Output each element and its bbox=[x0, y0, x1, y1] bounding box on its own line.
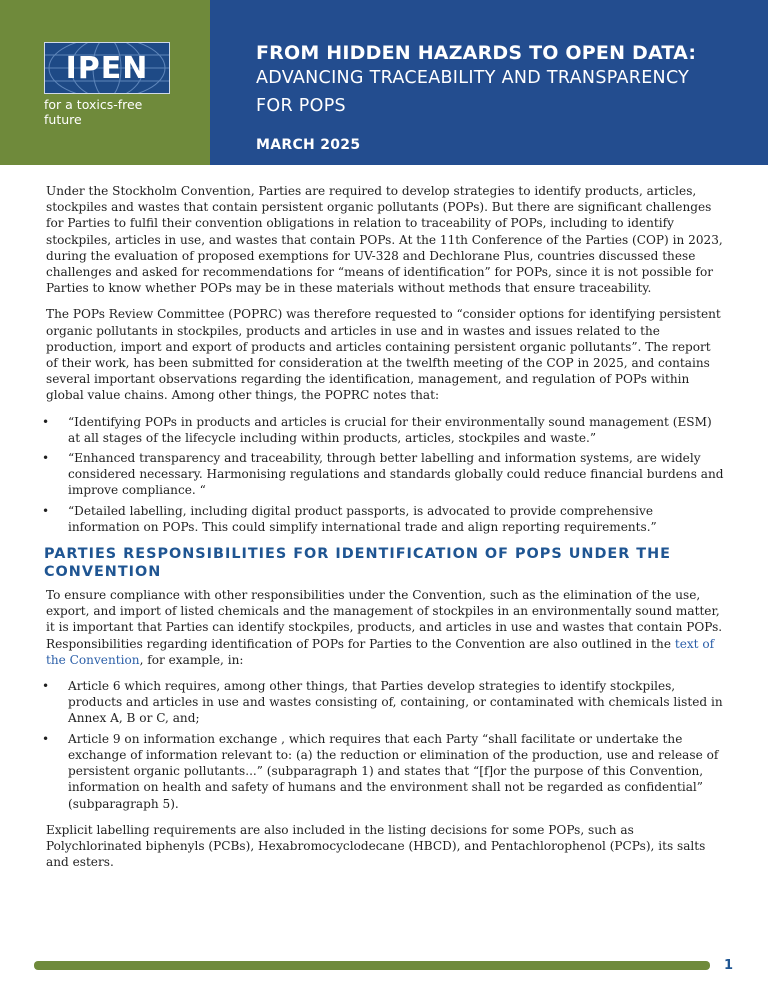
bullet-icon: • bbox=[42, 451, 50, 466]
tagline: for a toxics-free future bbox=[44, 97, 143, 127]
list-item-text: “Identifying POPs in products and articles is crucial for their environmentally sound management (ESM) at all stages of the lifecycle including within products, articles, stockpiles and waste.” bbox=[68, 414, 712, 445]
list-item bbox=[42, 678, 726, 727]
ipen-logo bbox=[44, 42, 170, 94]
list-item-text: “Detailed labelling, including digital product passports, is advocated to provide comprehensive information on POPs. This could simplify international trade and align reporting requirements.” bbox=[68, 503, 657, 534]
poprc-notes-list bbox=[42, 414, 726, 535]
logo-panel bbox=[0, 0, 210, 165]
page-number: 1 bbox=[724, 958, 734, 973]
bullet-icon: • bbox=[42, 731, 50, 746]
paragraph-text-end: , for example, in: bbox=[139, 652, 244, 667]
list-item bbox=[42, 731, 726, 812]
bullet-icon: • bbox=[42, 503, 50, 518]
header bbox=[0, 0, 768, 165]
list-item-text: Article 6 which requires, among other things, that Parties develop strategies to identify stockpiles, products and articles in use and wastes consisting of, containing, or contaminated with chemicals listed in Annex A, B or C, and; bbox=[68, 679, 723, 726]
list-item bbox=[42, 503, 726, 535]
bullet-icon: • bbox=[42, 679, 50, 694]
section-heading: PARTIES RESPONSIBILITIES FOR IDENTIFICATION OF POPS UNDER THE CONVENTION bbox=[44, 546, 671, 581]
labelling-paragraph: Explicit labelling requirements are also included in the listing decisions for some POPs, such as Polychlorinated biphenyls (PCBs), Hexabromocyclodecane (HBCD), and Pentachlorophenol (PCPs), its salts and esters. bbox=[46, 822, 706, 870]
publication-date: MARCH 2025 bbox=[256, 137, 361, 153]
logo-text: IPEN bbox=[65, 50, 149, 86]
list-item bbox=[42, 414, 726, 446]
articles-list bbox=[42, 678, 726, 812]
title-line-1: FROM HIDDEN HAZARDS TO OPEN DATA: bbox=[256, 42, 697, 64]
list-item bbox=[42, 450, 726, 499]
responsibilities-paragraph bbox=[46, 587, 726, 668]
paragraph-text: To ensure compliance with other responsibilities under the Convention, such as the elimination of the use, export, and import of listed chemicals and the management of stockpiles in an environmentally sound matter, it is important that Parties can identify stockpiles, products, and articles in use and wastes that contain POPs. Responsibilities regarding identification of POPs for Parties to the Convention are also outlined in the bbox=[46, 588, 723, 651]
bullet-icon: • bbox=[42, 414, 50, 429]
title-line-3: FOR POPS bbox=[256, 96, 346, 116]
list-item-text: “Enhanced transparency and traceability, through better labelling and information systems, are widely considered necessary. Harmonising regulations and standards globally could reduce financial burdens and improve compliance. “ bbox=[68, 451, 724, 498]
convention-text-link[interactable]: text of the Convention bbox=[46, 636, 715, 667]
title-line-2: ADVANCING TRACEABILITY AND TRANSPARENCY bbox=[256, 68, 690, 88]
poprc-paragraph: The POPs Review Committee (POPRC) was therefore requested to “consider options for identifying persistent organic pollutants in stockpiles, products and articles in use and in wastes and issues related to the production, import and export of products and articles containing persistent organic pollutants”. The report of their work, has been submitted for consideration at the twelfth meeting of the COP in 2025, and contains several important observations regarding the identification, management, and regulation of POPs within global value chains. Among other things, the POPRC notes that: bbox=[46, 307, 721, 403]
title-panel bbox=[210, 0, 768, 165]
footer-bar bbox=[34, 961, 710, 970]
main-content bbox=[42, 183, 726, 880]
list-item-text: Article 9 on information exchange , which requires that each Party “shall facilitate or undertake the exchange of information relevant to: (a) the reduction or elimination of the production, use and release of persistent organic pollutants...” (subparagraph 1) and states that “[f]or the purpose of this Convention, information on health and safety of humans and the environment shall not be regarded as confidential” (subparagraph 5). bbox=[68, 731, 719, 811]
intro-paragraph: Under the Stockholm Convention, Parties are required to develop strategies to identify products, articles, stockpiles and wastes that contain persistent organic pollutants (POPs). But there are significant challenges for Parties to fulfil their convention obligations in relation to traceability of POPs, including to identify stockpiles, articles in use, and wastes that contain POPs. At the 11th Conference of the Parties (COP) in 2023, during the evaluation of proposed exemptions for UV-328 and Dechlorane Plus, countries discussed these challenges and asked for recommendations for “means of identification” for POPs, since it is not possible for Parties to know whether POPs may be in these materials without methods that ensure traceability. bbox=[46, 184, 723, 296]
